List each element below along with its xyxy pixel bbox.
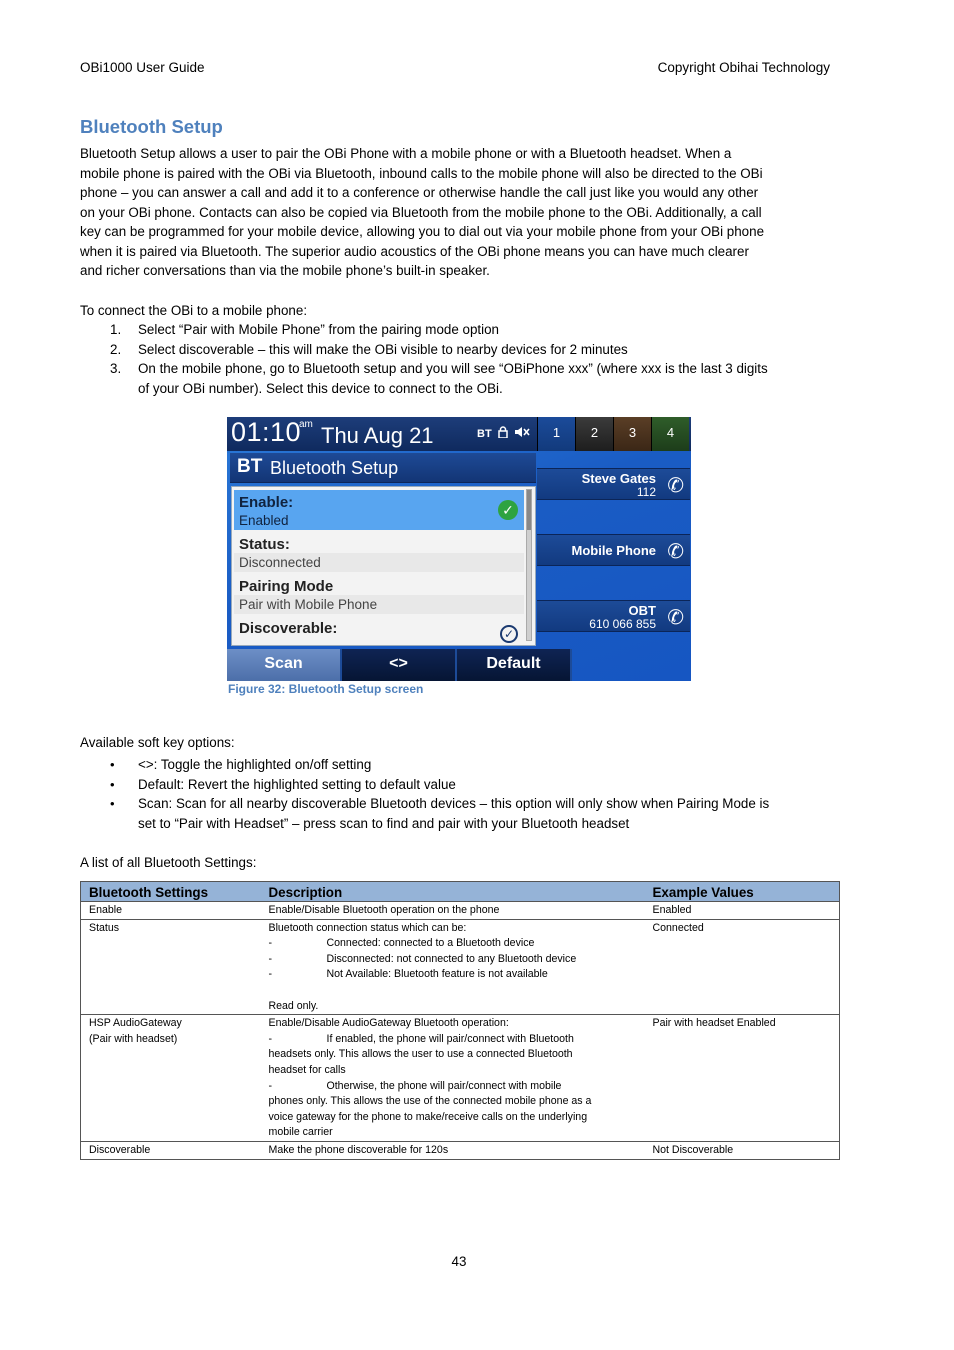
speed-dial-steve-gates[interactable] bbox=[537, 468, 690, 500]
softkey-toggle[interactable]: <> bbox=[342, 649, 457, 681]
step-text-cont: of your OBi number). Select this device to connect to the OBi. bbox=[138, 380, 503, 396]
desc-item bbox=[269, 967, 637, 983]
step-number: 2. bbox=[110, 341, 122, 357]
menu-item-label: Pairing Mode bbox=[239, 578, 334, 595]
setting-cell: Status bbox=[81, 919, 261, 1015]
line-key-4[interactable]: 4 bbox=[651, 417, 689, 451]
status-icons bbox=[477, 426, 530, 441]
clock-ampm: am bbox=[299, 419, 313, 430]
desc-item bbox=[269, 1079, 637, 1095]
line-key-3[interactable]: 3 bbox=[613, 417, 651, 451]
softkey-default[interactable]: Default bbox=[457, 649, 572, 681]
menu-item-discoverable[interactable] bbox=[234, 616, 524, 644]
bullet-icon: • bbox=[110, 776, 115, 792]
step-item bbox=[80, 359, 842, 398]
menu-scrollbar[interactable] bbox=[526, 489, 532, 641]
check-circle-icon: ✓ bbox=[500, 625, 518, 643]
bluetooth-icon: BT bbox=[477, 427, 492, 440]
dash: - bbox=[268, 952, 273, 965]
step-number: 1. bbox=[110, 322, 122, 337]
contact-number: 112 bbox=[636, 485, 656, 499]
menu-item-label: Enable: bbox=[239, 494, 294, 511]
paragraph-line: and richer conversations than via the mobile phone’s built-in speaker. bbox=[80, 263, 490, 278]
menu-item-status[interactable] bbox=[234, 532, 524, 572]
contact-name: Steve Gates bbox=[581, 471, 656, 486]
desc-intro: Enable/Disable AudioGateway Bluetooth operation: bbox=[268, 1017, 509, 1030]
header-doc-title: OBi1000 User Guide bbox=[80, 60, 205, 75]
step-text: Select discoverable – this will make the OBi visible to nearby devices for 2 minutes bbox=[138, 341, 628, 357]
paragraph-line: when it is paired via Bluetooth. The superior audio acoustics of the OBi phone means you can have much clearer bbox=[80, 243, 749, 259]
softkey-scan[interactable]: Scan bbox=[227, 649, 342, 681]
bt-badge: BT bbox=[237, 456, 263, 477]
phone-screen-figure bbox=[227, 417, 691, 681]
scroll-thumb[interactable] bbox=[527, 490, 531, 530]
figure-caption: Figure 32: Bluetooth Setup screen bbox=[228, 682, 424, 696]
example-cell: Pair with headset Enabled bbox=[645, 1015, 840, 1142]
section-title: Bluetooth Setup bbox=[80, 116, 223, 137]
desc-item-text: Not Available: Bluetooth feature is not available bbox=[326, 968, 548, 981]
softkey-intro: Available soft key options: bbox=[80, 735, 235, 750]
speaker-mute-icon bbox=[514, 426, 530, 441]
clock-time: 01:10 bbox=[231, 417, 302, 447]
dash: - bbox=[268, 1032, 273, 1045]
paragraph-line: mobile phone is paired with the OBi via Bluetooth, inbound calls to the mobile phone will also be directed to the OBi bbox=[80, 165, 763, 181]
paragraph-line: phone – you can answer a call and add it to a conference or otherwise handle the call just like you would any other bbox=[80, 185, 759, 200]
connect-steps bbox=[80, 320, 842, 398]
menu-title: Bluetooth Setup bbox=[270, 458, 399, 478]
desc-item bbox=[269, 1032, 637, 1048]
menu-item-value: Enabled bbox=[239, 513, 289, 528]
table-row bbox=[81, 919, 840, 1015]
desc-intro: Bluetooth connection status which can be: bbox=[268, 921, 467, 934]
bullet-text-cont: set to “Pair with Headset” – press scan to find and pair with your Bluetooth headset bbox=[138, 815, 630, 831]
setting-cell: Discoverable bbox=[81, 1141, 261, 1159]
step-item bbox=[80, 340, 842, 360]
paragraph-line: on your OBi phone. Contacts can also be copied via Bluetooth from the mobile phone to the OBi. Additionally, a call bbox=[80, 204, 762, 220]
bullet-text: <>: Toggle the highlighted on/off setting bbox=[138, 757, 372, 772]
description-cell bbox=[261, 919, 645, 1015]
desc-item-cont: headsets only. This allows the user to use a connected Bluetooth bbox=[268, 1048, 573, 1061]
menu-item-pairing-mode[interactable] bbox=[234, 574, 524, 614]
step-text: Select “Pair with Mobile Phone” from the pairing mode option bbox=[138, 322, 499, 337]
bullet-item bbox=[80, 775, 842, 795]
desc-item-text: If enabled, the phone will pair/connect with Bluetooth bbox=[326, 1032, 574, 1045]
desc-item-cont: headset for calls bbox=[268, 1063, 346, 1076]
connect-intro: To connect the OBi to a mobile phone: bbox=[80, 303, 308, 318]
line-keys bbox=[537, 417, 689, 451]
desc-note: Read only. bbox=[268, 999, 319, 1012]
setting-cell bbox=[81, 1015, 261, 1142]
table-row bbox=[81, 1141, 840, 1159]
description-cell: Make the phone discoverable for 120s bbox=[261, 1141, 645, 1159]
example-cell: Not Discoverable bbox=[645, 1141, 840, 1159]
example-cell: Connected bbox=[645, 919, 840, 1015]
column-header: Description bbox=[261, 882, 645, 902]
desc-item-cont: voice gateway for the phone to make/receive calls on the underlying bbox=[268, 1110, 588, 1123]
desc-item-cont: phones only. This allows the use of the connected mobile phone as a bbox=[268, 1095, 592, 1108]
step-number: 3. bbox=[110, 361, 122, 376]
setting-name: HSP AudioGateway bbox=[89, 1017, 182, 1030]
dash: - bbox=[268, 1079, 273, 1092]
phone-call-icon: ✆ bbox=[667, 475, 684, 497]
speed-dial-mobile-phone[interactable] bbox=[537, 534, 690, 566]
menu-item-label: Status: bbox=[239, 536, 290, 553]
table-row bbox=[81, 902, 840, 920]
desc-item bbox=[269, 936, 637, 952]
header-copyright: Copyright Obihai Technology bbox=[657, 60, 830, 75]
column-header: Example Values bbox=[645, 882, 840, 902]
table-row bbox=[81, 1015, 840, 1142]
speed-dial-obt[interactable] bbox=[537, 600, 690, 632]
softkey-list bbox=[80, 755, 842, 833]
desc-item-text: Disconnected: not connected to any Bluetooth device bbox=[326, 952, 577, 965]
line-key-2[interactable]: 2 bbox=[575, 417, 613, 451]
bluetooth-settings-table bbox=[80, 881, 840, 1160]
desc-item-cont: mobile carrier bbox=[268, 1126, 333, 1139]
bullet-icon: • bbox=[110, 757, 115, 772]
intro-paragraph bbox=[80, 144, 842, 281]
softkey-bar bbox=[227, 649, 572, 681]
checkmark-icon: ✓ bbox=[498, 500, 518, 520]
line-key-1[interactable]: 1 bbox=[537, 417, 575, 451]
paragraph-line: key can be programmed for your mobile device, allowing you to dial out via your mobile phone from your OBi phone bbox=[80, 224, 765, 239]
bullet-item bbox=[80, 755, 842, 775]
menu-item-label: Discoverable: bbox=[239, 620, 338, 637]
bullet-text: Default: Revert the highlighted setting to default value bbox=[138, 776, 456, 792]
contact-name: Mobile Phone bbox=[571, 543, 656, 558]
bullet-icon: • bbox=[110, 796, 115, 811]
desc-item-text: Connected: connected to a Bluetooth device bbox=[326, 937, 535, 950]
setting-alias: (Pair with headset) bbox=[89, 1032, 178, 1045]
dash: - bbox=[268, 937, 273, 950]
setting-cell: Enable bbox=[81, 902, 261, 920]
lock-icon bbox=[498, 426, 508, 441]
spacer bbox=[269, 983, 637, 999]
step-text: On the mobile phone, go to Bluetooth setup and you will see “OBiPhone xxx” (where xxx is the last 3 digits bbox=[138, 361, 768, 376]
desc-item bbox=[269, 952, 637, 968]
paragraph-line: Bluetooth Setup allows a user to pair the OBi Phone with a mobile phone or with a Bluetooth headset. When a bbox=[80, 146, 732, 161]
phone-call-icon: ✆ bbox=[667, 541, 684, 563]
status-bar bbox=[227, 417, 691, 451]
dash: - bbox=[268, 968, 273, 981]
step-item bbox=[80, 320, 842, 340]
table-header-row bbox=[81, 882, 840, 902]
bullet-item bbox=[80, 794, 842, 833]
phone-call-icon: ✆ bbox=[667, 607, 684, 629]
example-cell: Enabled bbox=[645, 902, 840, 920]
menu-item-value: Pair with Mobile Phone bbox=[239, 597, 378, 612]
menu-item-enable[interactable] bbox=[234, 490, 524, 530]
settings-list-intro: A list of all Bluetooth Settings: bbox=[80, 855, 257, 870]
page-number: 43 bbox=[451, 1254, 467, 1269]
description-cell: Enable/Disable Bluetooth operation on the phone bbox=[261, 902, 645, 920]
bullet-text: Scan: Scan for all nearby discoverable Bluetooth devices – this option will only show when Pairing Mode is bbox=[138, 796, 770, 811]
menu-header bbox=[230, 453, 536, 483]
menu-item-value: Disconnected bbox=[239, 555, 321, 570]
clock-date: Thu Aug 21 bbox=[321, 423, 434, 448]
contact-number: 610 066 855 bbox=[589, 617, 656, 631]
description-cell bbox=[261, 1015, 645, 1142]
desc-item-text: Otherwise, the phone will pair/connect with mobile bbox=[326, 1079, 562, 1092]
contact-name: OBT bbox=[628, 603, 656, 618]
settings-menu bbox=[231, 486, 536, 646]
column-header: Bluetooth Settings bbox=[81, 882, 261, 902]
